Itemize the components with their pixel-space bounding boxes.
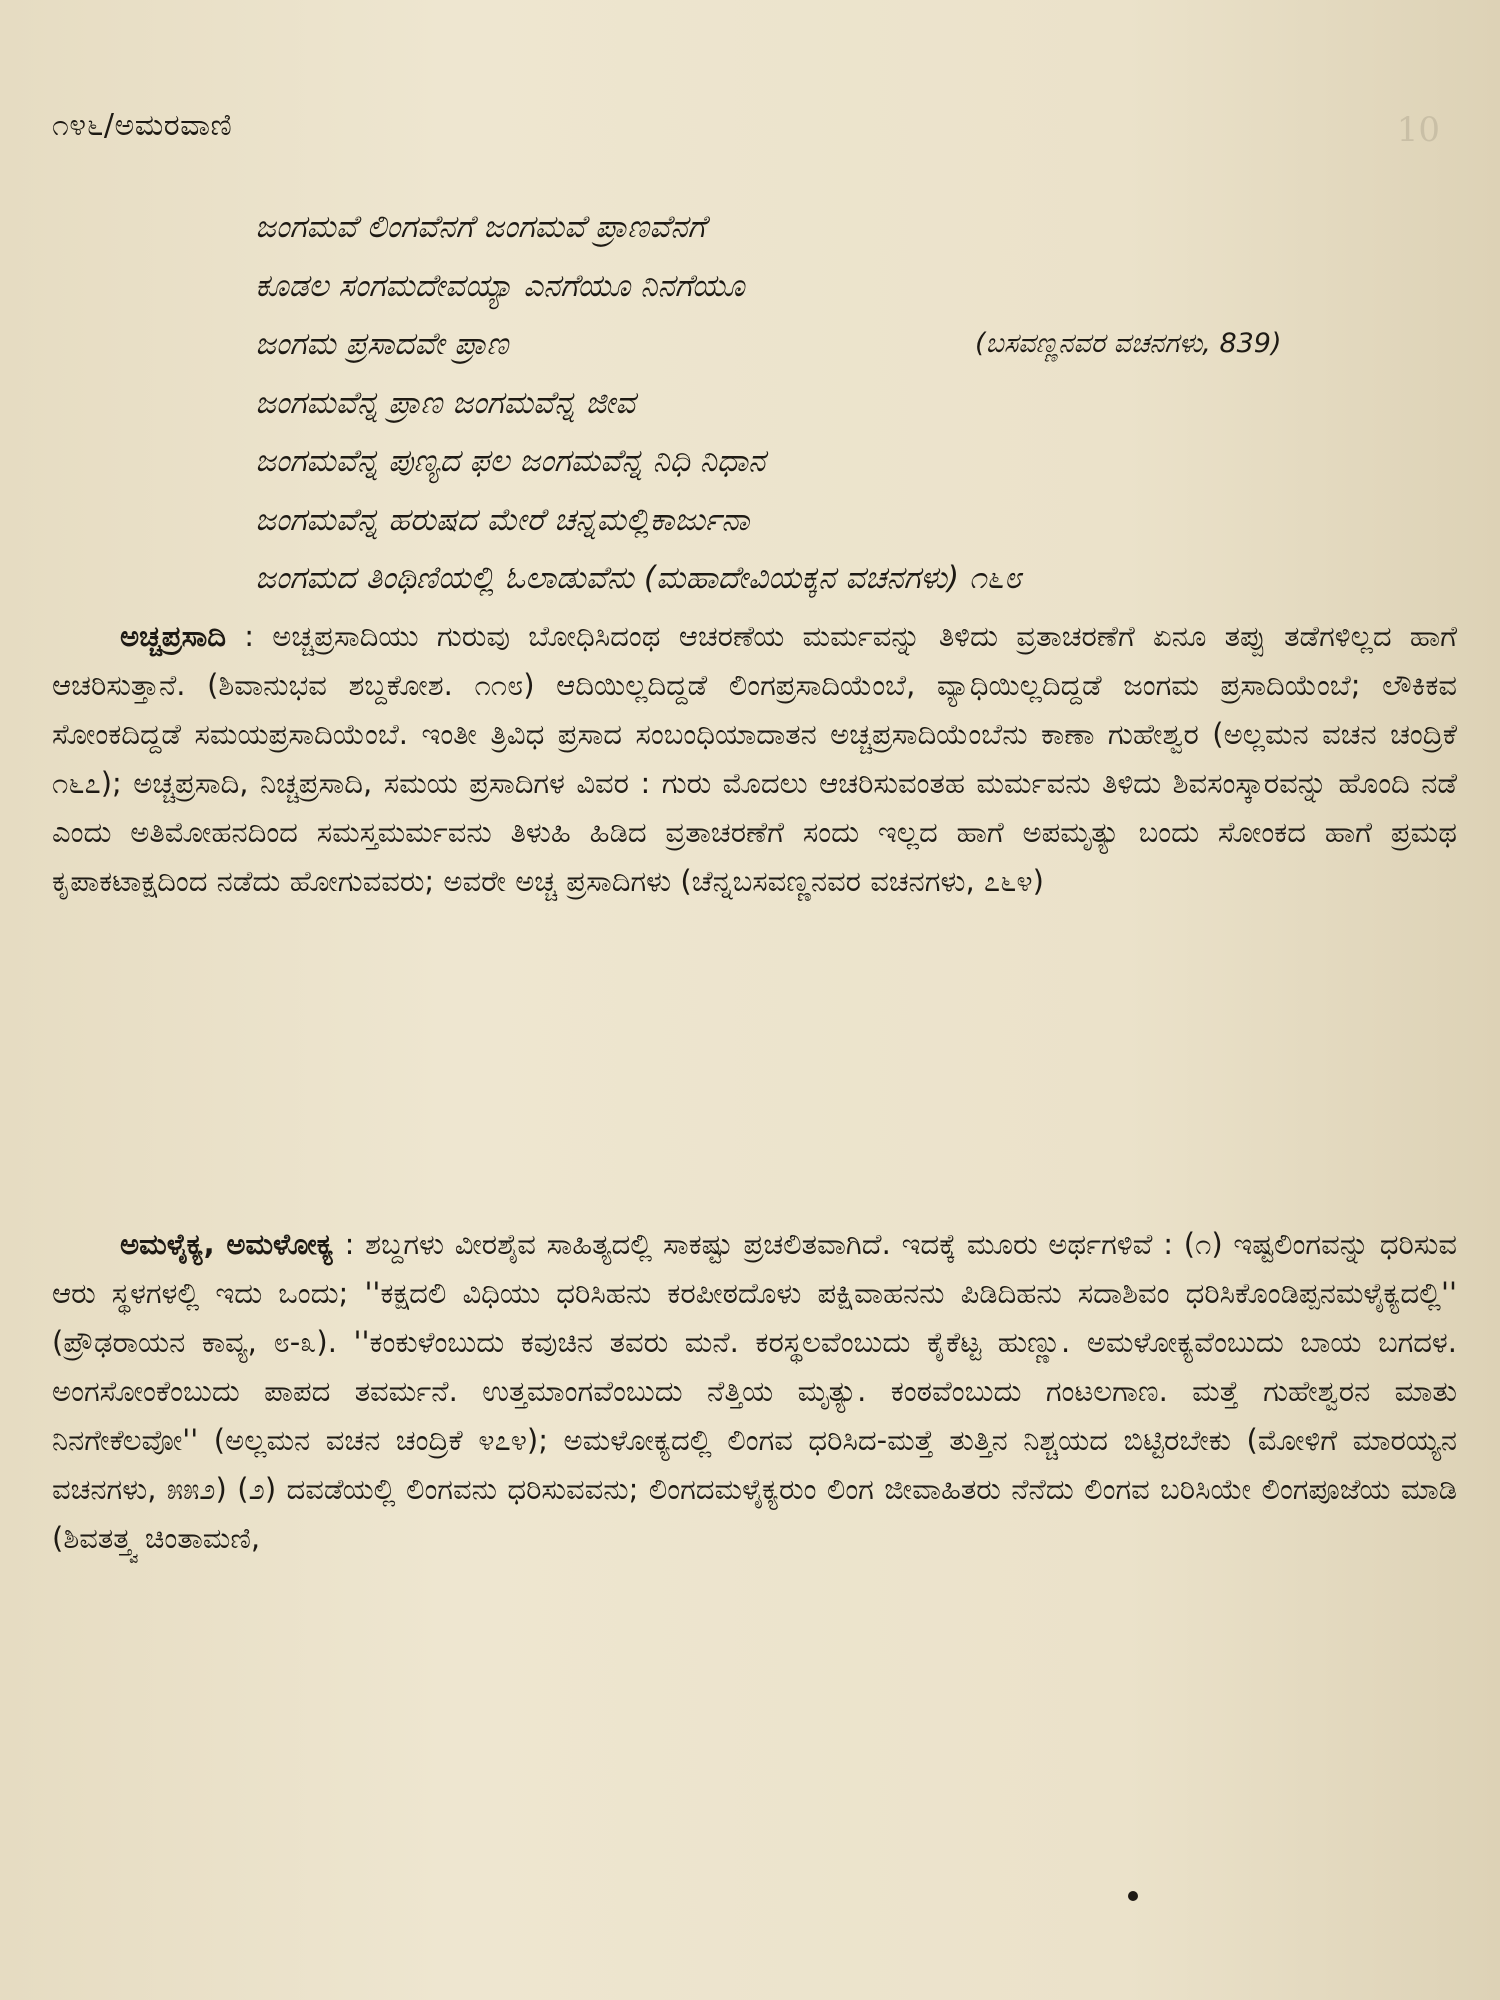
verse-line: ಕೂಡಲ ಸಂಗಮದೇವಯ್ಯಾ ಎನಗೆಯೂ ನಿನಗೆಯೂ xyxy=(255,267,745,304)
verse-line: ಜಂಗಮದ ತಿಂಥಿಣಿಯಲ್ಲಿ ಓಲಾಡುವೆನು (ಮಹಾದೇವಿಯಕ್ಕನ ವಚನಗಳು) ೧೬೮ xyxy=(255,560,1022,596)
entry-body: : ಶಬ್ದಗಳು ವೀರಶೈವ ಸಾಹಿತ್ಯದಲ್ಲಿ ಸಾಕಷ್ಟು ಪ್ರಚಲಿತವಾಗಿದೆ. ಇದಕ್ಕೆ ಮೂರು ಅರ್ಥಗಳಿವೆ : (೧) ಇಷ್ಟಲಿಂಗವನ್ನು ಧರಿಸುವ ಆರು ಸ್ಥಳಗಳಲ್ಲಿ ಇದು ಒಂದು; ''ಕಕ್ಷದಲಿ ವಿಧಿಯು ಧರಿಸಿಹನು ಕರಪೀಠದೊಳು ಪಕ್ಷಿವಾಹನನು ಪಿಡಿದಿಹನು ಸದಾಶಿವಂ ಧರಿಸಿಕೊಂಡಿಪ್ಪನಮಳೈಕ್ಯದಲ್ಲಿ'' (ಪ್ರೌಢರಾಯನ ಕಾವ್ಯ, ೮-೩). ''ಕಂಕುಳೆಂಬುದು ಕವುಚಿನ ತವರು ಮನೆ. ಕರಸ್ಥಲವೆಂಬುದು ಕೈಕೆಟ್ಟ ಹುಣ್ಣು. ಅಮಳೋಕ್ಯವೆಂಬುದು ಬಾಯ ಬಗದಳ. ಅಂಗಸೋಂಕೆಂಬುದು ಪಾಪದ ತವರ್ಮನೆ. ಉತ್ತಮಾಂಗವೆಂಬುದು ನೆತ್ತಿಯ ಮೃತ್ಯು. ಕಂಠವೆಂಬುದು ಗಂಟಲಗಾಣ. ಮತ್ತೆ ಗುಹೇಶ್ವರನ ಮಾತು ನಿನಗೇಕೆಲವೋ'' (ಅಲ್ಲಮನ ವಚನ ಚಂದ್ರಿಕೆ ೪೭೪); ಅಮಳೋಕ್ಯದಲ್ಲಿ ಲಿಂಗವ ಧರಿಸಿದ-ಮತ್ತೆ ತುತ್ತಿನ ನಿಶ್ಚಯದ ಬಿಟ್ಟಿರಬೇಕು (ಮೋಳಿಗೆ ಮಾರಯ್ಯನ ವಚನಗಳು, ೫೫೨) (೨) ದವಡೆಯಲ್ಲಿ ಲಿಂಗವನು ಧರಿಸುವವನು; ಲಿಂಗದಮಳೈಕ್ಯರುಂ ಲಿಂಗ ಜೀವಾಹಿತರು ನೆನೆದು ಲಿಂಗವ ಬರಿಸಿಯೇ ಲಿಂಗಪೂಜೆಯ ಮಾಡಿ (ಶಿವತತ್ತ್ವ ಚಿಂತಾಮಣಿ, xyxy=(52,1227,1458,1555)
entry-term: ಅಚ್ಚಪ್ರಸಾದಿ xyxy=(120,619,227,653)
verse-line: ಜಂಗಮವೆನ್ನ ಹರುಷದ ಮೇರೆ ಚನ್ನಮಲ್ಲಿಕಾರ್ಜುನಾ xyxy=(255,501,750,538)
verse-line: ಜಂಗಮವೆ ಲಿಂಗವೆನಗೆ ಜಂಗಮವೆ ಪ್ರಾಣವೆನಗೆ xyxy=(255,209,706,245)
dictionary-entry xyxy=(52,612,1457,906)
dictionary-entry xyxy=(52,1220,1457,1563)
entry-body: : ಅಚ್ಚಪ್ರಸಾದಿಯು ಗುರುವು ಬೋಧಿಸಿದಂಥ ಆಚರಣೆಯ ಮರ್ಮವನ್ನು ತಿಳಿದು ವ್ರತಾಚರಣೆಗೆ ಏನೂ ತಪ್ಪು ತಡೆಗಳಿಲ್ಲದ ಹಾಗೆ ಆಚರಿಸುತ್ತಾನೆ. (ಶಿವಾನುಭವ ಶಬ್ದಕೋಶ. ೧೧೮) ಆದಿಯಿಲ್ಲದಿದ್ದಡೆ ಲಿಂಗಪ್ರಸಾದಿಯೆಂಬೆ, ವ್ಯಾಧಿಯಿಲ್ಲದಿದ್ದಡೆ ಜಂಗಮ ಪ್ರಸಾದಿಯೆಂಬೆ; ಲೌಕಿಕವ ಸೋಂಕದಿದ್ದಡೆ ಸಮಯಪ್ರಸಾದಿಯೆಂಬೆ. ಇಂತೀ ತ್ರಿವಿಧ ಪ್ರಸಾದ ಸಂಬಂಧಿಯಾದಾತನ ಅಚ್ಚಪ್ರಸಾದಿಯೆಂಬೆನು ಕಾಣಾ ಗುಹೇಶ್ವರ (ಅಲ್ಲಮನ ವಚನ ಚಂದ್ರಿಕೆ ೧೬೭); ಅಚ್ಚಪ್ರಸಾದಿ, ನಿಚ್ಚಪ್ರಸಾದಿ, ಸಮಯ ಪ್ರಸಾದಿಗಳ ವಿವರ : ಗುರು ಮೊದಲು ಆಚರಿಸುವಂತಹ ಮರ್ಮವನು ತಿಳಿದು ಶಿವಸಂಸ್ಕಾರವನ್ನು ಹೊಂದಿ ನಡೆ ಎಂದು ಅತಿಮೋಹನದಿಂದ ಸಮಸ್ತಮರ್ಮವನು ತಿಳುಹಿ ಹಿಡಿದ ವ್ರತಾಚರಣೆಗೆ ಸಂದು ಇಲ್ಲದ ಹಾಗೆ ಅಪಮೃತ್ಯು ಬಂದು ಸೋಂಕದ ಹಾಗೆ ಪ್ರಮಥ ಕೃಪಾಕಟಾಕ್ಷದಿಂದ ನಡೆದು ಹೋಗುವವರು; ಅವರೇ ಅಚ್ಚ ಪ್ರಸಾದಿಗಳು (ಚೆನ್ನಬಸವಣ್ಣನವರ ವಚನಗಳು, ೭೬೪) xyxy=(52,619,1457,898)
verse-line xyxy=(255,315,1455,374)
verse-line: ಜಂಗಮವೆನ್ನ ಪುಣ್ಯದ ಫಲ ಜಂಗಮವೆನ್ನ ನಿಧಿ ನಿಧಾನ xyxy=(255,443,766,479)
running-header: ೧೪೬/ಅಮರವಾಣಿ xyxy=(52,108,233,143)
entry-term: ಅಮಳೈಕ್ಯ, ಅಮಳೋಕ್ಯ xyxy=(120,1227,334,1261)
verse-line-text: ಜಂಗಮ ಪ್ರಸಾದವೇ ಪ್ರಾಣ xyxy=(255,326,509,362)
ink-dot xyxy=(1128,1891,1138,1901)
verse-line: ಜಂಗಮವೆನ್ನ ಪ್ರಾಣ ಜಂಗಮವೆನ್ನ ಜೀವ xyxy=(255,384,636,421)
verse-block xyxy=(255,198,1455,608)
verse-citation: (ಬಸವಣ್ಣನವರ ವಚನಗಳು, 839) xyxy=(975,328,1282,359)
bleed-through-page-number: 10 xyxy=(1396,110,1440,150)
